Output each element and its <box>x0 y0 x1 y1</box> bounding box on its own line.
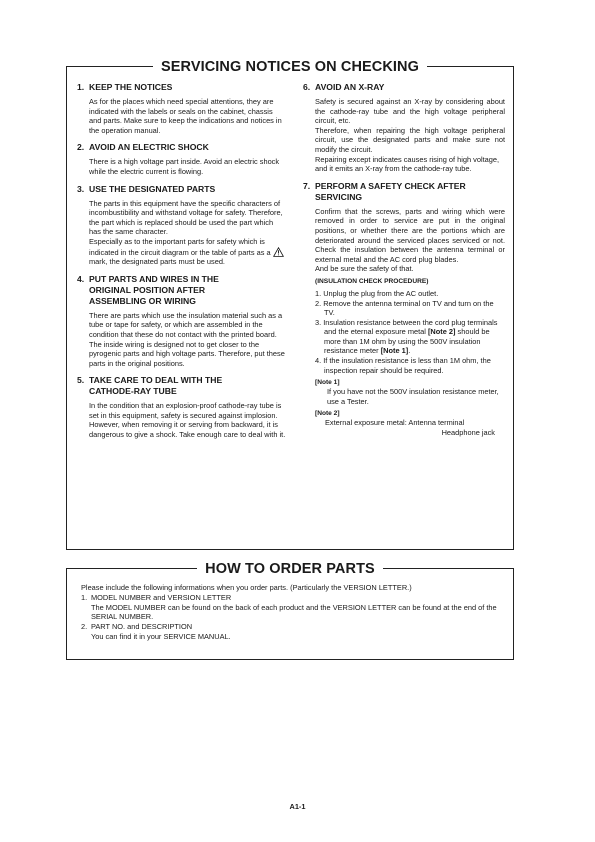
section-body: Therefore, when repairing the high voltage peripheral circuit, use the designated parts and make sure not modify the circuit. <box>315 125 505 154</box>
servicing-notices-title: SERVICING NOTICES ON CHECKING <box>153 59 427 75</box>
section-number: 6. <box>303 82 311 92</box>
section-title: AVOID AN ELECTRIC SHOCK <box>89 142 209 153</box>
note-2-line: External exposure metal: Antenna terminal <box>325 418 465 428</box>
item-title: MODEL NUMBER and VERSION LETTER <box>91 592 232 602</box>
section-body: Repairing except indicates causes rising of high voltage, and it emits an X-ray from the cathode-ray tube. <box>315 154 500 174</box>
note-ref: [Note 1] <box>380 346 409 356</box>
section-heading <box>77 82 287 93</box>
order-list <box>81 593 505 642</box>
section-heading <box>77 375 287 397</box>
item-description: You can find it in your SERVICE MANUAL. <box>91 631 231 641</box>
insulation-procedure-heading: (INSULATION CHECK PROCEDURE) <box>315 277 429 285</box>
section-body: As for the places which need special attentions, they are indicated with the labels or seals on the cabinet, chassis and parts. Make sure to keep the indications and notices in the operation manual. <box>89 97 282 135</box>
section-number: 4. <box>77 273 85 284</box>
item-title: PART NO. and DESCRIPTION <box>91 622 193 632</box>
list-item <box>81 593 505 622</box>
note-ref: [Note 2] <box>427 327 456 337</box>
step-text: should be more than 1M ohm by using the 500V insulation resistance meter <box>324 327 490 356</box>
section-body: In the condition that an explosion-proof cathode-ray tube is set in this equipment, safety is secured against implosion. However, when removing it or serving from backward, it is dangerous to give a shock. Take enough care to deal with it. <box>89 401 286 440</box>
order-parts-box <box>66 561 514 660</box>
section-number: 5. <box>77 375 85 386</box>
note-1-text: If you have not the 500V insulation resistance meter, use a Tester. <box>327 387 499 406</box>
section-body-safety-mark <box>89 237 287 267</box>
servicing-notices-title-wrap <box>67 58 513 76</box>
section-body: The parts in this equipment have the specific characters of incombustibility and withstand voltage for safety. Therefore, the part which is replaced should be used the part which has the same character. <box>89 198 283 237</box>
section-title-line: SERVICING <box>315 191 363 202</box>
section-avoid-x-ray <box>303 82 505 174</box>
left-column <box>77 82 287 447</box>
section-heading <box>77 184 287 195</box>
section-body: Safety is secured against an X-ray by considering about the cathode-ray tube and the high voltage peripheral circuit, etc. <box>315 97 505 126</box>
section-title: USE THE DESIGNATED PARTS <box>89 183 216 194</box>
section-safety-check <box>303 181 505 438</box>
item-description: The MODEL NUMBER can be found on the back of each product and the VERSION LETTER can be found at the end of the SERIAL NUMBER. <box>91 602 497 622</box>
insulation-steps <box>315 289 505 375</box>
section-body-part: mark, the designated parts must be used. <box>89 257 225 267</box>
section-keep-notices <box>77 82 287 135</box>
order-parts-content <box>81 583 505 642</box>
section-heading <box>303 82 505 93</box>
note-2-label: [Note 2] <box>315 410 340 418</box>
section-number: 3. <box>77 183 85 194</box>
section-title: AVOID AN X-RAY <box>315 82 385 92</box>
section-number: 1. <box>77 82 85 92</box>
section-heading <box>77 274 287 307</box>
list-item <box>315 318 505 356</box>
section-electric-shock <box>77 142 287 176</box>
section-title: KEEP THE NOTICES <box>89 82 173 92</box>
list-item: 2. Remove the antenna terminal on TV and turn on the TV. <box>315 298 494 318</box>
section-title: PUT PARTS AND WIRES IN THE <box>89 273 219 284</box>
section-heading <box>77 142 287 153</box>
note-1-label: [Note 1] <box>315 379 340 387</box>
right-column <box>303 82 505 445</box>
note-2-line: Headphone jack <box>441 428 495 438</box>
section-title-line: CATHODE-RAY TUBE <box>89 386 177 397</box>
section-number: 7. <box>303 180 311 191</box>
warning-triangle-icon <box>273 247 284 257</box>
section-body: There is a high voltage part inside. Avoid an electric shock while the electric current is flowing. <box>89 157 280 176</box>
note-2-text <box>325 418 505 437</box>
order-intro: Please include the following informations when you order parts. (Particularly the VERSION LETTER.) <box>81 583 412 592</box>
section-title-line: ORIGINAL POSITION AFTER <box>89 284 206 295</box>
section-original-position <box>77 274 287 369</box>
item-number: 2. <box>81 622 88 632</box>
section-designated-parts <box>77 184 287 267</box>
section-title-line: ASSEMBLING OR WIRING <box>89 295 196 306</box>
section-title: PERFORM A SAFETY CHECK AFTER <box>315 180 466 191</box>
item-number: 1. <box>81 592 88 602</box>
list-item <box>81 622 505 642</box>
list-item: 1. Unplug the plug from the AC outlet. <box>315 288 439 298</box>
section-body: There are parts which use the insulation material such as a tube or tape for safety, or which are assembled in the condition that these do not contact with the printed board. The inside wiring is designed not to get closer to the pyrogenic parts and high voltage parts. Therefore, put these parts in the original positions. <box>89 310 285 368</box>
step-text: 3. Insulation resistance between the cord plug terminals and the eternal exposure metal <box>315 317 498 337</box>
section-body: Confirm that the screws, parts and wiring which were removed in order to service are put in the original positions, or whether there are the portions which are deteriorated around the serviced places serviced or not. Check the insulation between the antenna terminal or external metal and the AC cord plug blades. <box>315 206 505 264</box>
list-item: 4. If the insulation resistance is less than 1M ohm, the inspection repair should be required. <box>315 356 491 375</box>
section-heading <box>303 181 505 203</box>
section-title: TAKE CARE TO DEAL WITH THE <box>89 375 223 386</box>
section-body-part: Especially as to the important parts for safety which is indicated in the circuit diagram or the table of parts as a <box>89 236 271 257</box>
page-number: A1-1 <box>289 802 306 811</box>
step-text: . <box>408 346 411 356</box>
servicing-notices-box <box>66 59 514 550</box>
section-cathode-ray-tube <box>77 375 287 439</box>
order-parts-title-wrap <box>67 560 513 578</box>
section-number: 2. <box>77 142 85 153</box>
order-parts-title: HOW TO ORDER PARTS <box>197 561 383 577</box>
section-body: And be sure the safety of that. <box>315 264 414 274</box>
